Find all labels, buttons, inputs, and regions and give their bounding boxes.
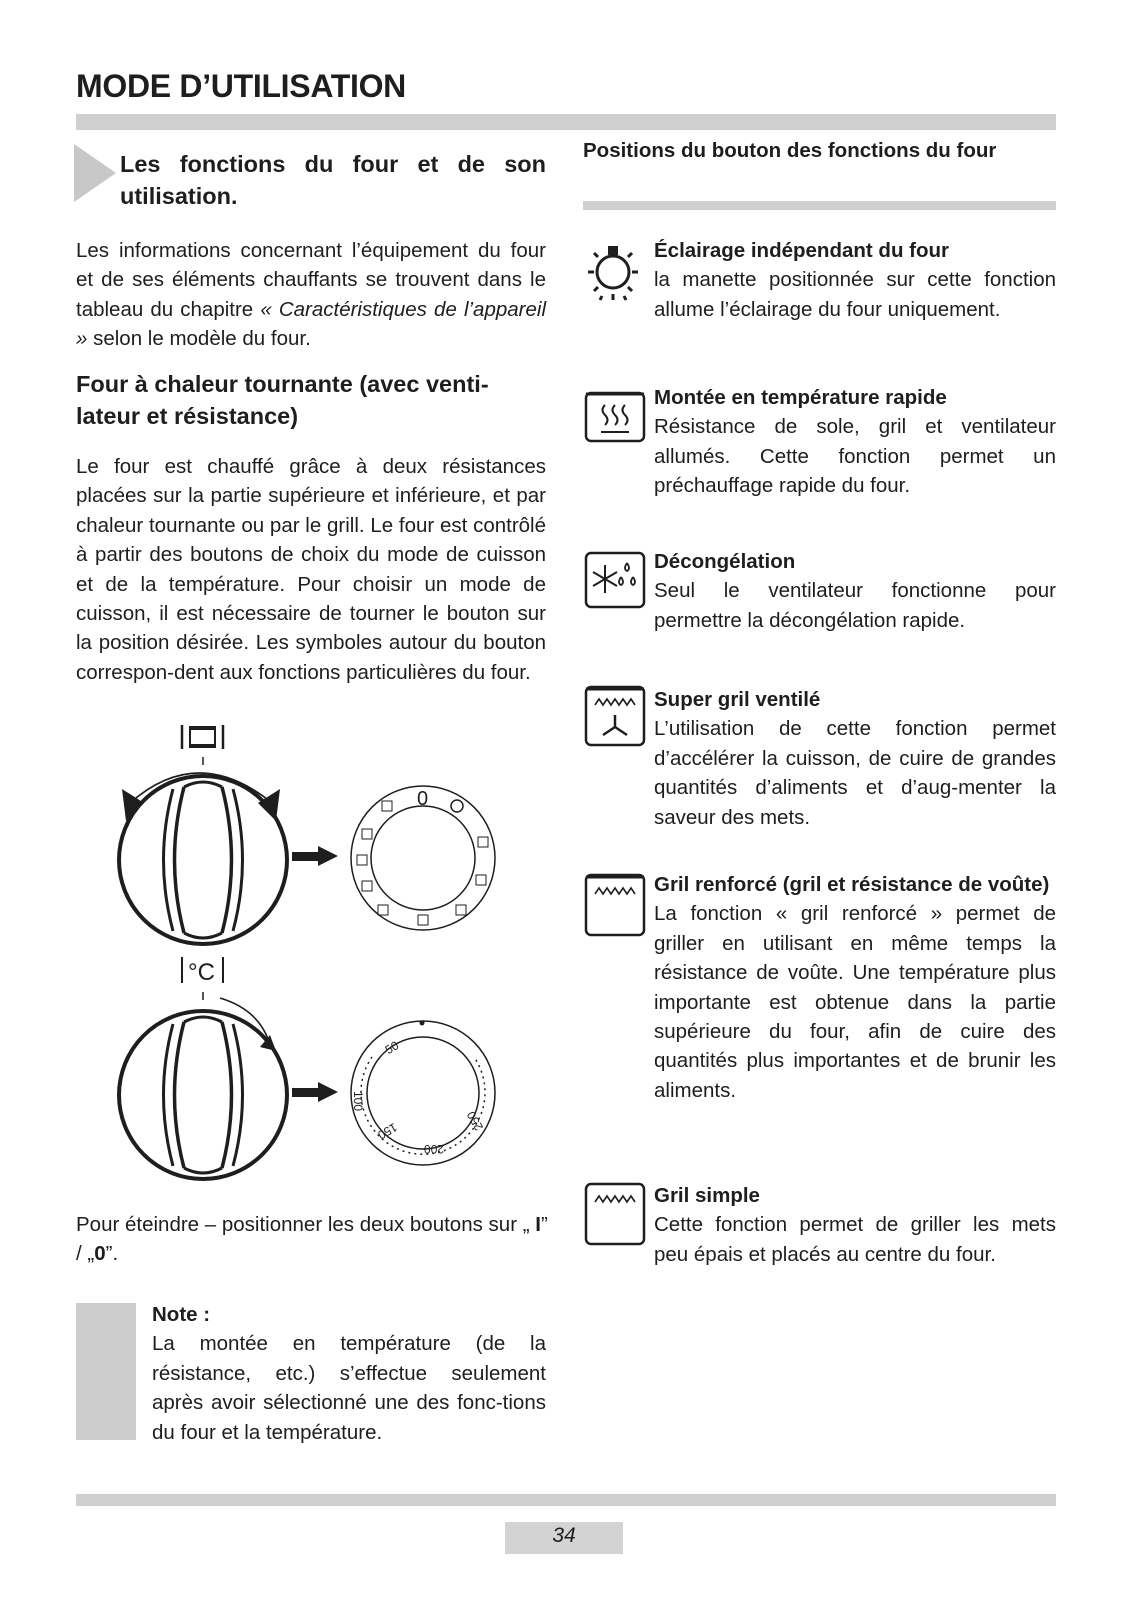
temp-mark-50: 50 [382,1038,402,1058]
page-title: MODE D’UTILISATION [76,68,406,104]
rapid-heat-icon [583,383,647,445]
chapter-reference: « Caractéristiques de l’appareil » [76,297,546,351]
function-description: Seul le ventilateur fonctionne pour permettre la décongélation rapide. [654,579,1056,632]
functions-heading: Positions du bouton des fonctions du four [583,139,997,162]
intro-paragraph: Les informations concernant l’équipement du four et de ses éléments chauffants se trouvent dans le tableau du chapitre « Caractéristiques de l’appareil » selon le modèle du four. [76,239,546,351]
function-description: la manette positionnée sur cette fonction allume l’éclairage du four uniquement. [654,268,1056,321]
functions-heading-rule [583,201,1056,210]
defrost-icon [583,547,647,609]
header-rule [76,114,1056,130]
page-number: 34 [552,1524,576,1547]
note-title: Note : [152,1303,211,1326]
section-title: Les fonctions du four et de son utilisation. [120,151,546,209]
note-box [152,1300,546,1447]
footer-rule [76,1494,1056,1506]
function-name: Gril renforcé (gril et résistance de voûte) [654,873,1050,896]
function-description: Cette fonction permet de griller les mets peu épais et placés au centre du four. [654,1213,1056,1266]
fan-grill-icon [583,685,647,749]
temperature-symbol: °C [188,959,215,986]
function-name: Super gril ventilé [654,688,821,711]
function-description: Résistance de sole, gril et ventilateur allumés. Cette fonction permet un préchauffage rapide du four. [654,415,1056,498]
temp-mark-250: 250 [463,1108,487,1134]
convection-description: Le four est chauffé grâce à deux résistances placées sur la partie supérieure et inférieure, et par chaleur tournante ou par le grill. Le four est contrôlé à partir des boutons de choix du mode de cuisson et de la température. Pour choisir un mode de cuisson, il est nécessaire de tourner le bouton sur la position désirée. Les symboles autour du bouton correspon-dent aux fonctions particulières du four. [76,455,546,684]
function-description: La fonction « gril renforcé » permet de griller en utilisant en même temps la résistance de voûte. Une température plus importante est obtenue dans la partie supérieure du four, afin de cuire des quantités plus importantes et de brunir les aliments. [654,902,1056,1102]
note-text: La montée en température (de la résistance, etc.) s’effectue seulement après avoir sélectionné une des fonc-tions du four et la température. [152,1332,546,1444]
single-grill-icon [583,1181,647,1249]
subheading-convection: Four à chaleur tournante (avec venti-lateur et résistance) [76,371,489,429]
double-grill-icon [583,870,647,938]
function-name: Gril simple [654,1184,760,1207]
knob-figure [110,725,530,1195]
function-name: Montée en température rapide [654,386,947,409]
temp-mark-100: 100 [351,1091,365,1112]
note-sidebar [76,1303,136,1440]
dial-zero-label: 0 [417,788,429,810]
section-arrow-icon [74,144,116,202]
temp-mark-200: 200 [423,1142,444,1156]
temp-mark-150: 150 [375,1120,400,1143]
switch-off-text: Pour éteindre – positionner les deux boutons sur „ I” / „0”. [76,1213,548,1266]
function-name: Décongélation [654,550,796,573]
knob-diagram [110,725,530,1195]
function-description: L’utilisation de cette fonction permet d’accélérer la cuisson, de cuire de grandes quantités d’aliments et d’aug-menter la saveur des mets. [654,717,1056,829]
function-name: Éclairage indépendant du four [654,239,950,262]
lamp-icon [583,236,643,308]
